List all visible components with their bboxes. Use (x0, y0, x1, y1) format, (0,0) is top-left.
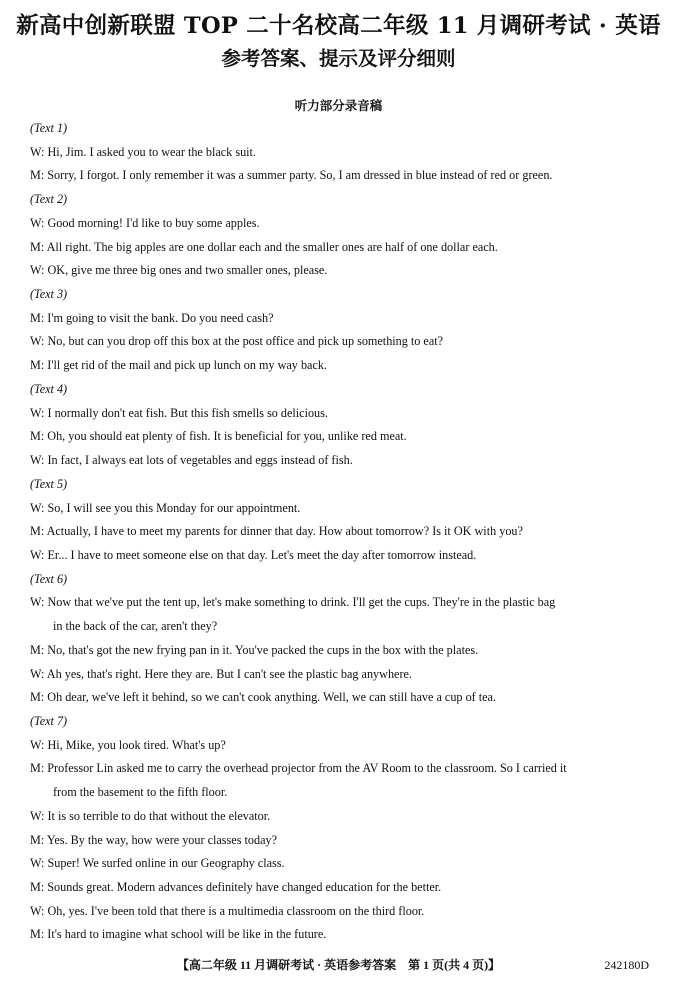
transcript (30, 117, 655, 947)
text-label: (Text 7) (30, 713, 68, 728)
dialogue-line: M: I'm going to visit the bank. Do you need cash? (30, 310, 274, 325)
dialogue-line: W: It is so terrible to do that without the elevator. (30, 808, 271, 823)
section-title: 听力部分录音稿 (294, 98, 383, 113)
dialogue-line: M: Oh, you should eat plenty of fish. It is beneficial for you, unlike red meat. (30, 429, 407, 444)
text-label: (Text 6) (30, 571, 68, 586)
footer-page-info: 【高二年级 11 月调研考试 · 英语参考答案 第 1 页(共 4 页)】 (176, 958, 501, 972)
dialogue-line: M: Sorry, I forgot. I only remember it was a summer party. So, I am dressed in blue instead of red or green. (30, 168, 553, 183)
dialogue-line: W: Now that we've put the tent up, let's make something to drink. I'll get the cups. They're in the plastic bag (30, 595, 556, 610)
text-label: (Text 2) (30, 192, 68, 207)
dialogue-line: M: Actually, I have to meet my parents for dinner that day. How about tomorrow? Is it OK with you? (30, 524, 523, 539)
dialogue-line: W: In fact, I always eat lots of vegetables and eggs instead of fish. (30, 453, 353, 468)
footer-code: 242180D (604, 958, 649, 972)
dialogue-line: W: No, but can you drop off this box at the post office and pick up something to eat? (30, 334, 444, 349)
page-footer (0, 955, 677, 975)
dialogue-line: W: Good morning! I'd like to buy some apples. (30, 215, 260, 230)
page-subtitle: 参考答案、提示及评分细则 (221, 47, 456, 70)
dialogue-line: W: I normally don't eat fish. But this fish smells so delicious. (30, 405, 328, 420)
dialogue-line-continuation: from the basement to the fifth floor. (53, 785, 228, 800)
dialogue-line: M: Sounds great. Modern advances definitely have changed education for the better. (30, 880, 442, 894)
dialogue-line: M: No, that's got the new frying pan in it. You've packed the cups in the box with the plates. (30, 642, 479, 657)
text-label: (Text 3) (30, 287, 68, 302)
dialogue-line: W: Er... I have to meet someone else on that day. Let's meet the day after tomorrow instead. (30, 547, 477, 562)
dialogue-line: W: Oh, yes. I've been told that there is a multimedia classroom on the third floor. (30, 903, 425, 918)
dialogue-line: W: Super! We surfed online in our Geography class. (30, 856, 285, 871)
dialogue-line: M: It's hard to imagine what school will be like in the future. (30, 927, 327, 942)
dialogue-line: M: All right. The big apples are one dollar each and the smaller ones are half of one dollar each. (30, 239, 498, 254)
dialogue-line: M: Oh dear, we've left it behind, so we can't cook anything. Well, we can still have a cup of tea. (30, 690, 497, 705)
text-label: (Text 4) (30, 381, 68, 396)
dialogue-line: M: Professor Lin asked me to carry the overhead projector from the AV Room to the classroom. So I carried it (30, 761, 567, 776)
text-label: (Text 5) (30, 476, 68, 491)
dialogue-line-continuation: in the back of the car, aren't they? (53, 619, 218, 634)
dialogue-line: M: Yes. By the way, how were your classes today? (30, 832, 277, 847)
page-title: 新高中创新联盟 TOP 二十名校高二年级 11 月调研考试 · 英语 (16, 13, 661, 39)
dialogue-line: W: Ah yes, that's right. Here they are. But I can't see the plastic bag anywhere. (30, 666, 412, 681)
text-label: (Text 1) (30, 121, 68, 135)
dialogue-line: W: So, I will see you this Monday for our appointment. (30, 500, 301, 515)
dialogue-line: W: Hi, Mike, you look tired. What's up? (30, 737, 226, 752)
dialogue-line: W: Hi, Jim. I asked you to wear the black suit. (30, 144, 256, 159)
dialogue-line: W: OK, give me three big ones and two smaller ones, please. (30, 263, 328, 278)
dialogue-line: M: I'll get rid of the mail and pick up lunch on my way back. (30, 358, 327, 373)
